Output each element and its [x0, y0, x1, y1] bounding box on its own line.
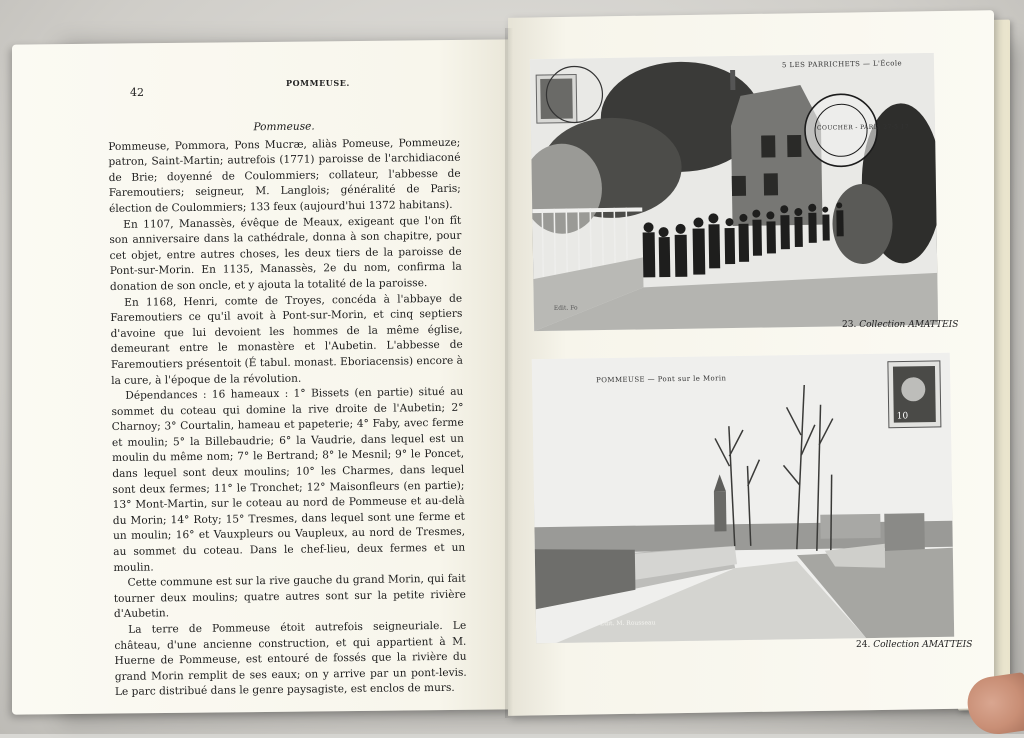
caption-23 — [842, 320, 958, 330]
paragraph-3: En 1168, Henri, comte de Troyes, concéda à l'abbaye de Faremoutiers ce qu'il avoit à Pont-sur-Morin, et cinq septiers d'avoine que lui devoient les hommes de la même église, demeurant entre le monastère et l'Aubetin. L'abbesse de Faremoutiers présentoit (É tabul. monast. Eboriacensis) encore à la cure, à l'époque de la révolution. — [110, 292, 464, 387]
postcard-bridge-photo — [532, 353, 954, 644]
paragraph-5: Cette commune est sur la rive gauche du grand Morin, qui fait tourner deux moulins; quatre autres sont sur la petite rivière d'Aubetin. — [113, 572, 466, 621]
paragraph-4: Dépendances : 16 hameaux : 1° Bissets (en partie) situé au sommet du coteau qui domine la rive droite de l'Aubetin; 2° Charnoy; 3° Courtalin, hameau et papeterie; 4° Faby, avec ferme et moulin; 5° la Billebaudrie; 6° la Vaudrie, dans lequel est un moulin du même nom; 7° le Bertrand; 8° le Mesnil; 9° le Poncet, dans lequel sont deux moulins; 10° les Charmes, dans lequel sont deux fermes; 11° le Tronchet; 12° Maisonfleurs (en partie); 13° Mont-Martin, sur le coteau au nord de Pommeuse et au-delà du Morin; 14° Roty; 15° Tresmes, dans lequel sont une ferme et un moulin; 16° et Vauxpleurs ou Vaupleux, au nord de Tresmes, au sommet du coteau. Dans le chef-lieu, deux fermes et un moulin. — [111, 385, 466, 574]
caption-23-collection: Collection AMATTEIS — [859, 320, 959, 330]
postcard-2-stamp-value: 10 — [896, 411, 909, 422]
article-text — [108, 118, 467, 701]
postcard-1-title: 5 LES PARRICHETS — L'École — [781, 59, 903, 70]
postcard-school-photo — [530, 53, 938, 331]
caption-23-number: 23. — [842, 320, 857, 330]
article-heading: Pommeuse. — [253, 120, 315, 134]
paragraph-6: La terre de Pommeuse étoit autrefois seigneuriale. Le château, d'une ancienne construction, et qui appartient à M. Huerne de Pommeuse, est entouré de fossés que la rivière du grand Morin remplit de ses eaux; on y arrive par un pont-levis. Le parc distribué dans le genre paysagiste, est enclos de murs. — [114, 619, 467, 699]
running-head: POMMEUSE. — [286, 78, 350, 88]
paragraph-2: En 1107, Manassès, évêque de Meaux, exigeant que l'on fît son anniversaire dans la cathédrale, donna à son chapitre, pour cet objet, entre autres choses, les deux tiers de la paroisse de Pont-sur-Morin. En 1135, Manassès, 2e du nom, confirma la donation de son oncle, et y ajouta la totalité de la paroisse. — [109, 214, 462, 293]
caption-24 — [856, 640, 972, 650]
postcard-1-postmark: COUCHER - PARIS 27-5 17 — [816, 123, 910, 132]
bridge-scene — [532, 353, 954, 644]
page-number: 42 — [130, 86, 144, 99]
caption-24-collection: Collection AMATTEIS — [873, 640, 973, 650]
paragraph-1: Pommeuse, Pommora, Pons Mucræ, aliàs Pomeuse, Pommeuze; patron, Saint-Martin; autrefois (1771) paroisse de l'archidiaconé de Brie; doyenné de Coulommiers; collateur, l'abbesse de Faremoutiers; seigneur, M. Langlois; généralité de Paris; élection de Coulommiers; 133 feux (aujourd'hui 1372 habitans). — [108, 136, 461, 215]
postcard-2-title: POMMEUSE — Pont sur le Morin — [596, 374, 727, 385]
postcard-1-editor: Edit. Fo — [553, 304, 578, 312]
book-gutter — [505, 28, 513, 718]
caption-24-number: 24. — [856, 640, 871, 650]
postcard-2-editor: Edit. M. Rousseau — [599, 619, 656, 628]
school-scene — [530, 53, 938, 331]
